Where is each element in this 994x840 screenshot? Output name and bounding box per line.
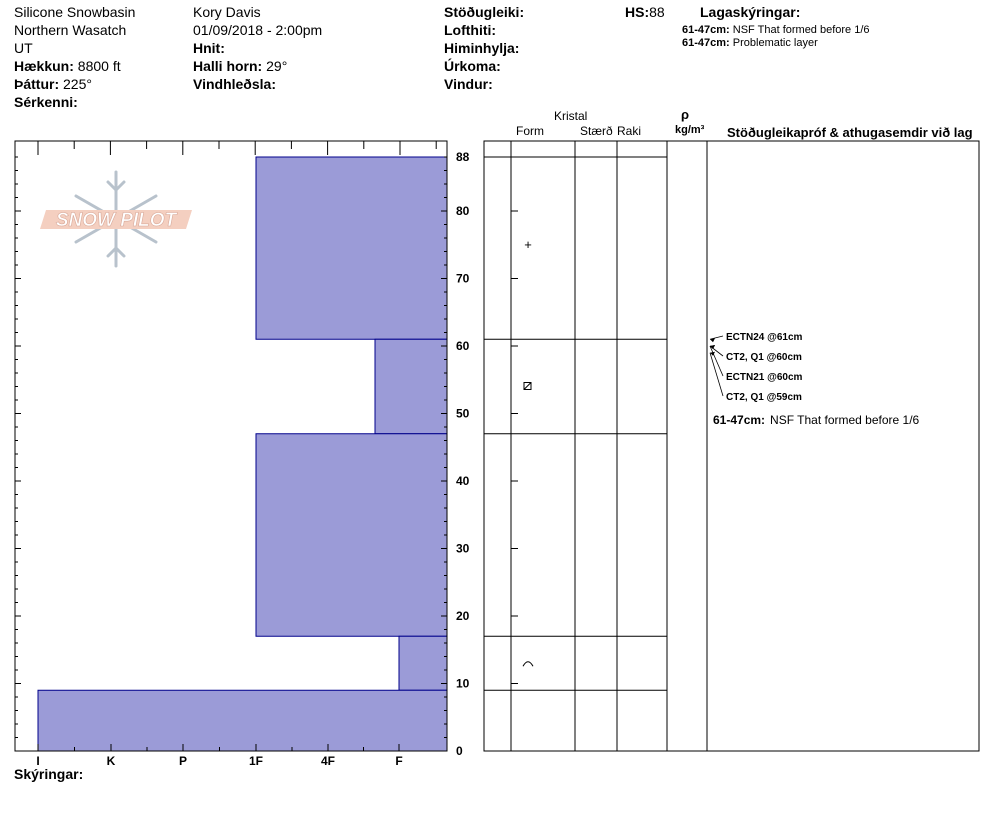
table-ticks <box>511 211 518 684</box>
slope-value: 29° <box>266 58 288 74</box>
location-name: Silicone Snowbasin <box>14 4 136 20</box>
grain-form-symbol: + <box>524 236 532 252</box>
elevation-value: 8800 ft <box>77 58 121 74</box>
grain-form-symbol <box>524 383 531 390</box>
tests-column <box>707 141 979 751</box>
x-tick-label: 1F <box>248 754 264 768</box>
test-note-text: NSF That formed before 1/6 <box>770 413 920 427</box>
observation-datetime: 01/09/2018 - 2:00pm <box>193 22 323 38</box>
size-header: Stærð <box>580 124 613 138</box>
test-label: ECTN24 @61cm <box>726 332 803 343</box>
snowpilot-logo <box>40 172 192 266</box>
precip-label: Úrkoma: <box>444 58 501 74</box>
sky-label: Himinhylja: <box>444 40 520 56</box>
crystal-header: Kristal <box>554 109 588 123</box>
rho-header: ρ <box>681 107 690 122</box>
stability-tests <box>710 332 803 403</box>
test-note-range: 61-47cm: <box>713 413 766 427</box>
logo-text: SNOW PILOT <box>55 210 177 231</box>
specifics-label: Sérkenni: <box>14 94 78 110</box>
test-label: CT2, Q1 @59cm <box>726 392 802 403</box>
test-note <box>713 413 920 427</box>
hardness-bar <box>256 434 447 637</box>
aspect-label: Þáttur: <box>14 76 60 92</box>
hardness-bar <box>399 636 447 690</box>
grain-form-symbol <box>523 662 533 667</box>
y-tick-label: 60 <box>456 339 470 353</box>
test-label: ECTN21 @60cm <box>726 372 803 383</box>
crystal-table <box>484 141 979 751</box>
density-column <box>667 141 707 751</box>
wind-loading-label: Vindhleðsla: <box>193 76 276 92</box>
aspect-value: 225° <box>63 76 92 92</box>
hardness-bar <box>375 339 447 434</box>
x-tick-label: P <box>178 754 188 768</box>
y-tick-label: 80 <box>456 204 470 218</box>
hardness-bar <box>38 690 447 751</box>
hardness-bar <box>256 157 447 339</box>
x-tick-label: I <box>36 754 40 768</box>
test-leader <box>710 353 723 396</box>
form-header: Form <box>516 124 544 138</box>
y-tick-label: 30 <box>456 541 470 556</box>
density-unit-header: kg/m³ <box>675 124 705 136</box>
location-state: UT <box>14 40 33 56</box>
moisture-header: Raki <box>617 124 642 138</box>
layer-note-text: Problematic layer <box>732 37 818 49</box>
hs-value: 88 <box>649 4 665 20</box>
layer-notes-label: Lagaskýringar: <box>700 4 801 20</box>
y-tick-label: 40 <box>456 474 470 488</box>
legend-label: Skýringar: <box>14 766 84 782</box>
coords-label: Hnit: <box>193 40 225 56</box>
elevation-label: Hækkun: <box>14 58 74 74</box>
layer-note-range: 61-47cm: <box>682 37 730 49</box>
y-tick-label: 20 <box>456 609 470 623</box>
layer-note-range: 61-47cm: <box>682 24 730 36</box>
top-ticks <box>38 141 436 155</box>
tests-header: Stöðugleikapróf & athugasemdir við lag <box>727 125 973 140</box>
x-tick-label: K <box>106 754 116 768</box>
y-tick-label: 50 <box>456 406 470 421</box>
stability-label: Stöðugleiki: <box>444 4 525 20</box>
y-tick-label: 88 <box>456 150 470 164</box>
x-tick-label: F <box>395 754 403 768</box>
x-tick-label: 4F <box>320 754 336 768</box>
slope-label: Halli horn: <box>193 58 263 74</box>
y-tick-label: 10 <box>456 676 470 691</box>
location-range: Northern Wasatch <box>14 22 127 38</box>
wind-label: Vindur: <box>444 76 493 92</box>
hs-label: HS: <box>625 4 650 20</box>
hardness-bars <box>38 157 447 751</box>
y-tick-label: 0 <box>456 744 463 758</box>
grain-forms <box>523 237 533 667</box>
test-label: CT2, Q1 @60cm <box>726 352 802 363</box>
observer-name: Kory Davis <box>193 4 261 20</box>
layer-note-text: NSF That formed before 1/6 <box>732 24 870 36</box>
y-tick-label: 70 <box>456 271 470 286</box>
air-temp-label: Lofthiti: <box>444 22 497 38</box>
test-leader <box>710 336 723 339</box>
